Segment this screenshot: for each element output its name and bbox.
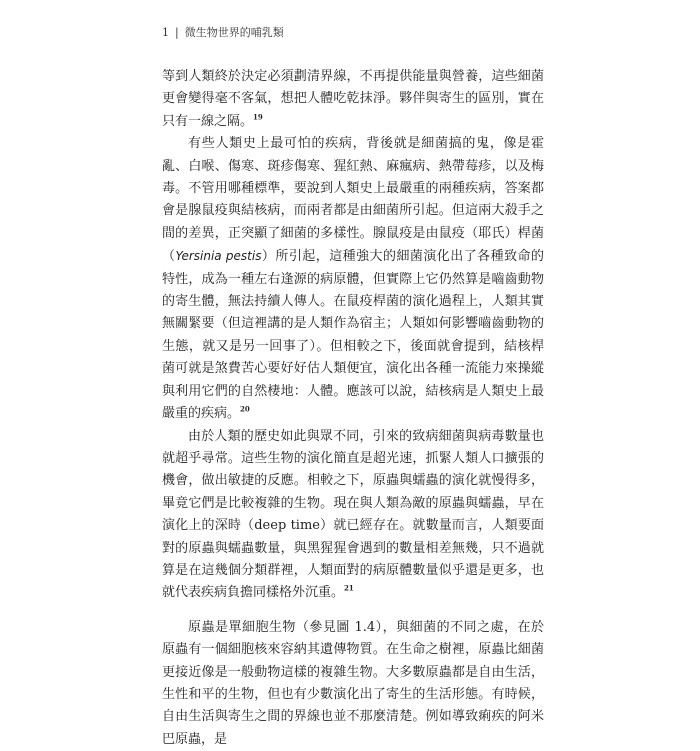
footnote-ref: 21 — [344, 584, 354, 594]
page-body — [162, 66, 544, 751]
footnote-ref: 20 — [240, 404, 250, 414]
paragraph-text: 原蟲是單細胞生物（參見圖 1.4），與細菌的不同之處，在於原蟲有一個細胞核來容納其遺傳物質。在生命之樹裡，原蟲比細菌更接近像是一般動物這樣的複雜生物。大多數原蟲都是自由生活，生性和平的生物，但也有少數演化出了寄生的生活形態。有時候，自由生活與寄生之間的界線也並不那麼清楚。例如導致痢疾的阿米巴原蟲，是 — [162, 619, 544, 747]
book-title: 微生物世界的哺乳類 — [184, 26, 284, 39]
footnote-ref: 19 — [253, 112, 263, 122]
paragraph-text: 等到人類終於決定必須劃清界線，不再提供能量與營養，這些細菌更會變得毫不客氣，想把人體吃乾抹淨。夥伴與寄生的區別，實在只有一線之隔。 — [162, 69, 544, 129]
paragraph-text: 由於人類的歷史如此與眾不同，引來的致病細菌與病毒數量也就超乎尋常。這些生物的演化簡直是超光速，抓緊人類人口擴張的機會，做出敏捷的反應。相較之下，原蟲與蠕蟲的演化就慢得多，畢竟它們是比較複雜的生物。現在與人類為敵的原蟲與蠕蟲，早在演化上的深時（deep time）就已經存在。就數量而言，人類要面對的原蟲與蠕蟲數量，與黑猩猩會遇到的數量相差無幾，只不過就算是在這幾個分類群裡，人類面對的病原體數量似乎還是更多，也就代表疾病負擔同樣格外沉重。 — [162, 428, 544, 601]
running-header — [162, 22, 542, 42]
paragraph-4 — [162, 617, 544, 751]
paragraph-text: ）所引起，這種強大的細菌演化出了各種致命的特性，成為一種左右逢源的病原體，但實際上它仍然算是嚙齒動物的寄生體，無法持續人傳人。在鼠疫桿菌的演化過程上，人類其實無關緊要（但這裡講的是人類作為宿主；人類如何影響嚙齒動物的生態，就又是另一回事了）。但相較之下，後面就會提到，結核桿菌可就是煞費苦心要好好估人類便宜，演化出各種一流能力來操縱與利用它們的自然棲地：人體。應該可以說，結核病是人類史上最嚴重的疾病。 — [162, 249, 544, 422]
paragraph-2 — [162, 133, 544, 425]
paragraph-1 — [162, 66, 544, 133]
paragraph-3 — [162, 426, 544, 605]
page-number: 1 — [162, 25, 169, 39]
header-separator: | — [175, 25, 179, 39]
italic-term: Yersinia pestis — [175, 249, 262, 264]
paragraph-text: 有些人類史上最可怕的疾病，背後就是細菌搞的鬼，像是霍亂、白喉、傷寒、斑疹傷寒、猩紅熱、麻瘋病、熱帶莓疹，以及梅毒。不管用哪種標準，要說到人類史上最嚴重的兩種疾病，答案都會是腺鼠疫與結核病，而兩者都是由細菌所引起。但這兩大殺手之間的差異，正突顯了細菌的多樣性。腺鼠疫是由鼠疫（耶氏）桿菌（ — [162, 136, 544, 265]
